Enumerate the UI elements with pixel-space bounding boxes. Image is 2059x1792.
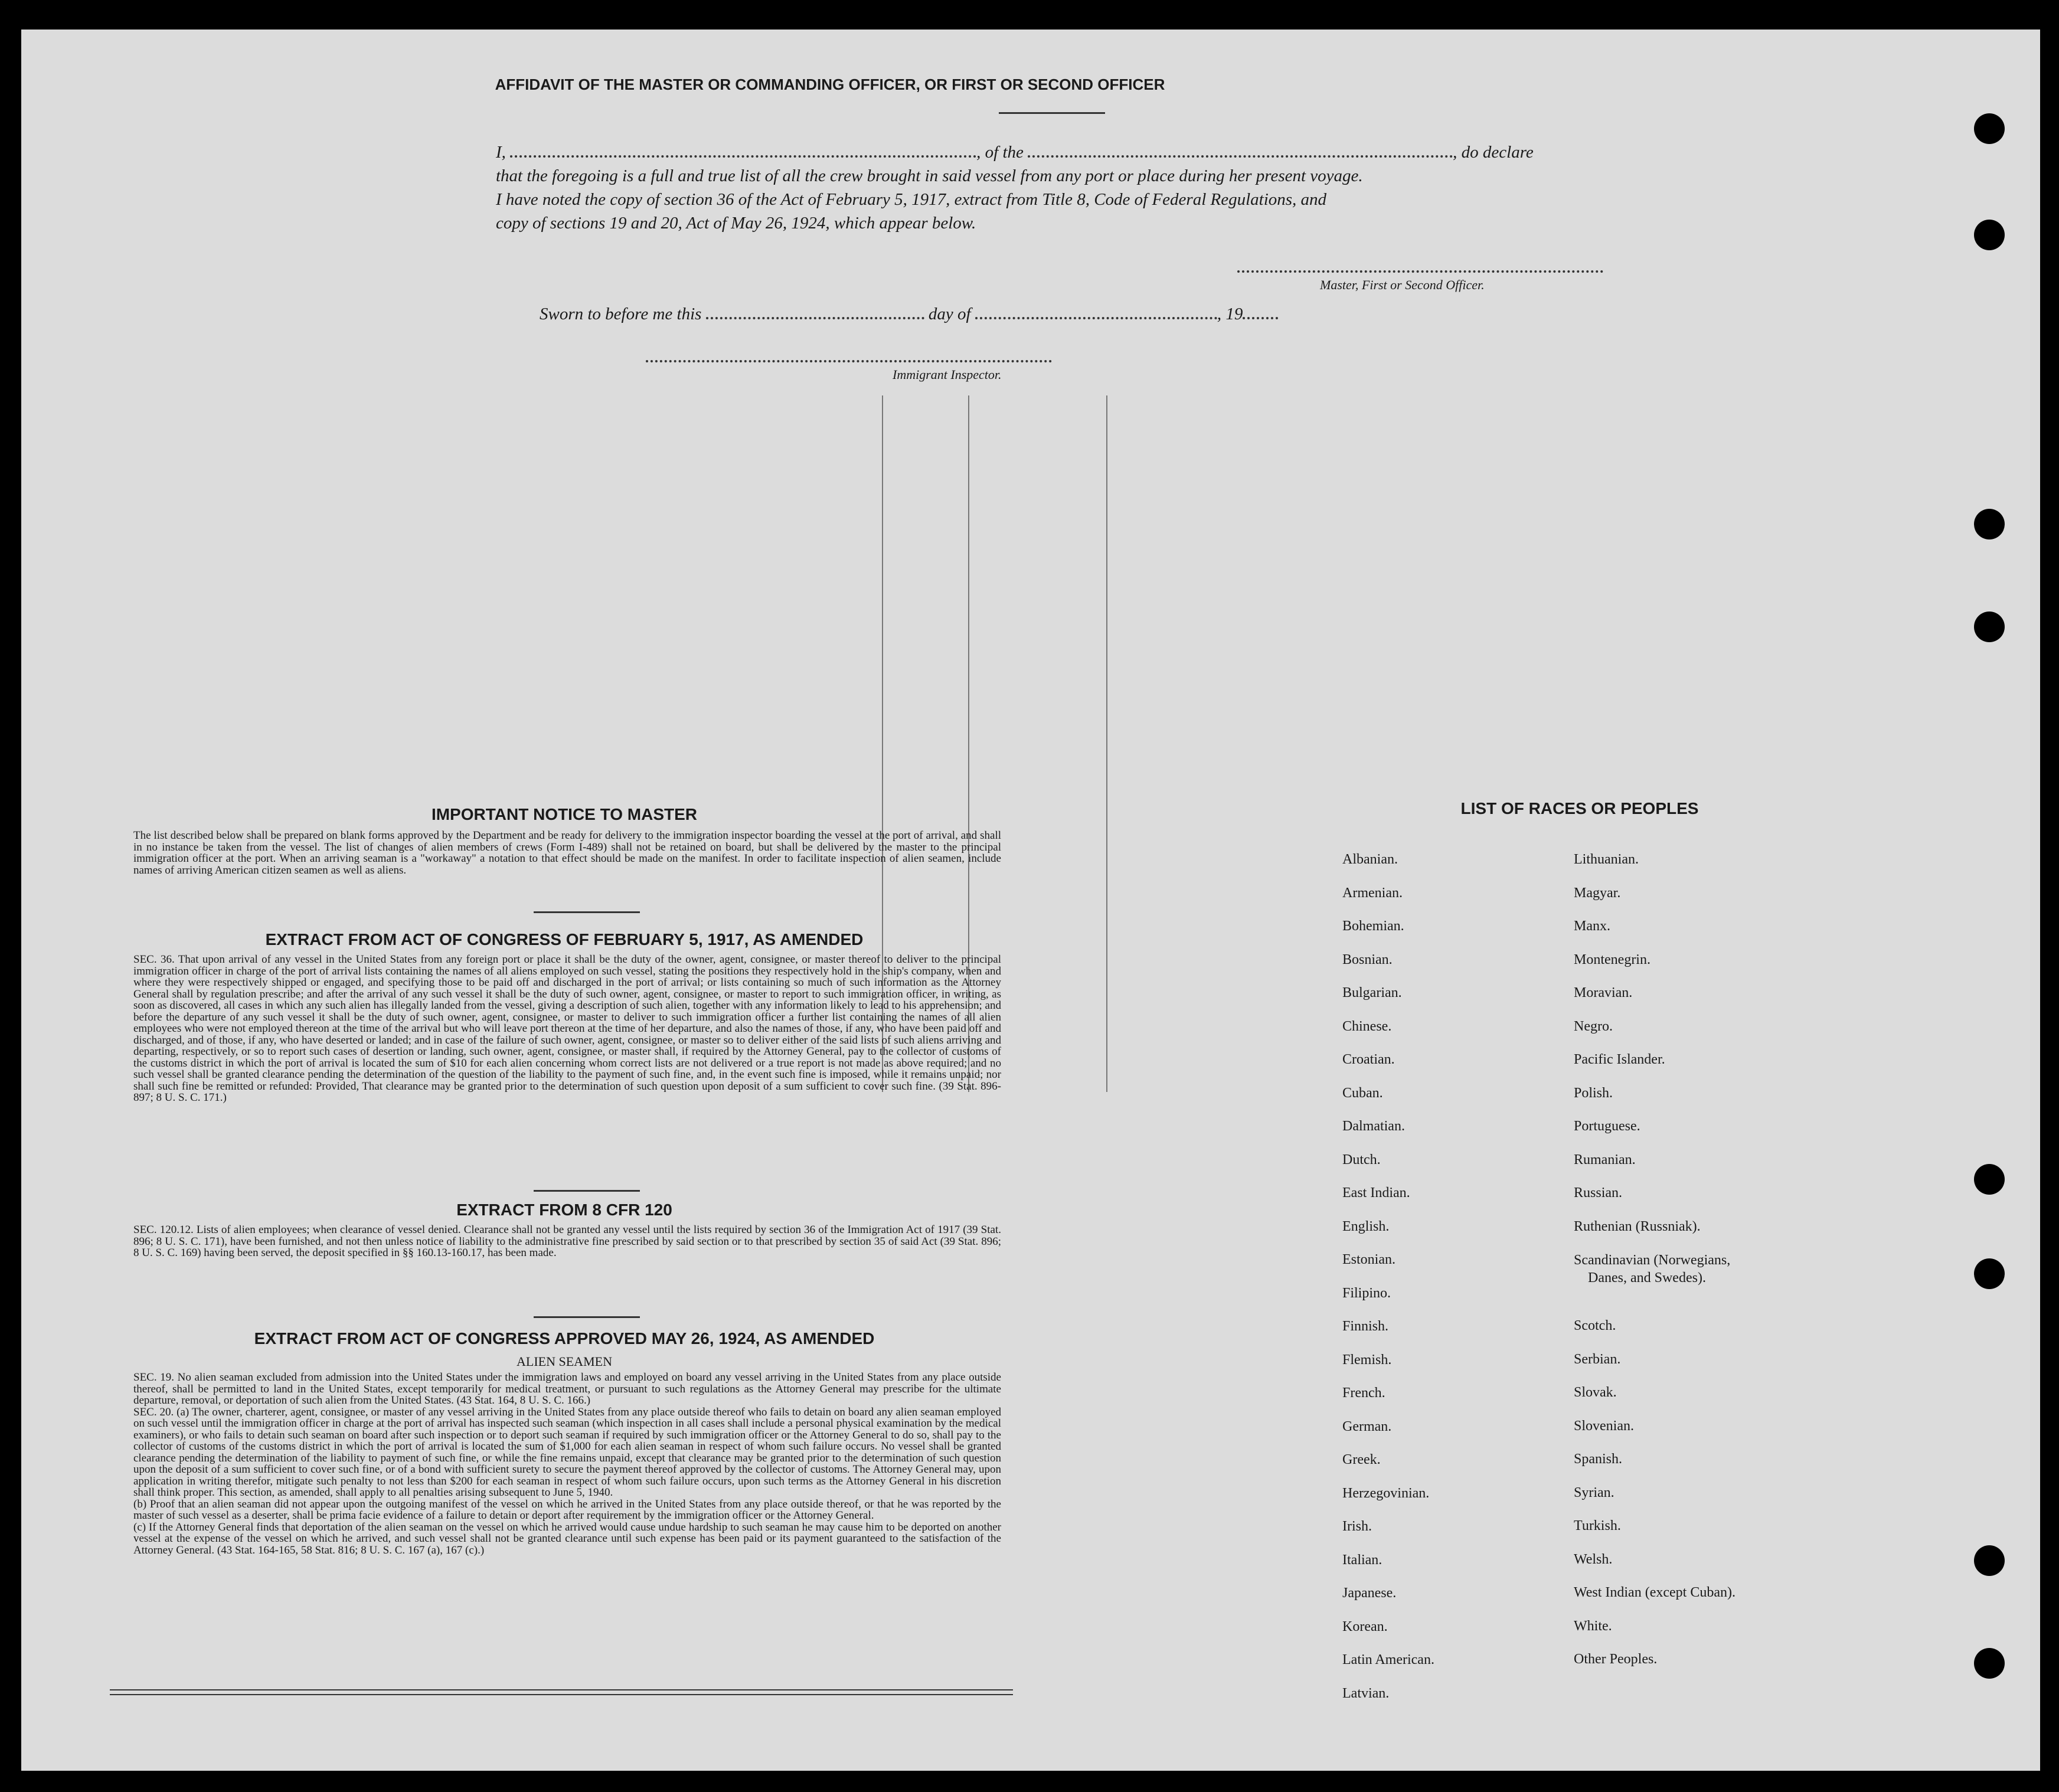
race-item-scandinavian-line1: Scandinavian (Norwegians, (1574, 1253, 1731, 1268)
punch-hole (1974, 220, 2005, 250)
divider (534, 1190, 640, 1192)
race-item: Greek. (1342, 1452, 1381, 1467)
race-item: Polish. (1574, 1085, 1613, 1101)
sworn-day-field[interactable] (706, 317, 924, 319)
punch-hole (1974, 113, 2005, 144)
declaration-text-1: that the foregoing is a full and true list of all the crew brought in said vessel from any port or place during her present voyage. (496, 166, 1363, 185)
declaration-line (496, 143, 1629, 162)
race-item: Flemish. (1342, 1352, 1392, 1368)
race-item: Syrian. (1574, 1484, 1614, 1500)
affidavit-title: AFFIDAVIT OF THE MASTER OR COMMANDING OFFICER, OR FIRST OR SECOND OFFICER (495, 76, 1165, 93)
race-item-scandinavian (1574, 1243, 1736, 1309)
sec-20a-text: SEC. 20. (a) The owner, charterer, agent, consignee, or master of any vessel arriving in the United States from any place outside thereof who fails to detain on board any alien seaman employed on such vessel until the immigration officer in charge at the port of arrival has inspected such seaman (which inspection in all cases shall include a personal physical examination by the medical examiners), or who fails to detain such seaman on board after such inspection or to deport such seaman if required by such immigration officer or the Attorney General to do so, shall pay to the collector of customs of the customs district in which the port of arrival is located the sum of $1,000 for each alien seaman in respect of whom such failure occurs. No vessel shall be granted clearance pending the determination of the liability to payment of such fine, or while the fine remains unpaid, except that clearance may be granted prior to the determination of such question upon the deposit of a sum sufficient to cover such fine, or of a bond with sufficient surety to secure the payment thereof approved by the collector of customs. The Attorney General may, upon application in writing therefor, mitigate such penalty to not less than $200 for each seaman in respect of whom such failure occurs, upon such terms as the Attorney General in his discretion shall think proper. This section, as amended, shall apply to all penalties arising subsequent to June 5, 1940. (133, 1405, 1001, 1499)
race-item: Albanian. (1342, 852, 1398, 867)
punch-hole (1974, 509, 2005, 539)
race-item: Estonian. (1342, 1252, 1395, 1267)
punch-hole (1974, 1258, 2005, 1289)
punch-hole (1974, 1648, 2005, 1679)
race-item: Finnish. (1342, 1319, 1389, 1334)
race-item: Rumanian. (1574, 1152, 1636, 1168)
race-item: German. (1342, 1418, 1392, 1434)
race-item: East Indian. (1342, 1185, 1410, 1201)
race-item: Chinese. (1342, 1018, 1392, 1034)
race-item: Montenegrin. (1574, 951, 1651, 967)
race-item: Italian. (1342, 1552, 1383, 1568)
bottom-rule (110, 1689, 1013, 1690)
extract-1924-title: EXTRACT FROM ACT OF CONGRESS APPROVED MAY 26, 1924, AS AMENDED (254, 1329, 875, 1348)
sworn-label: Sworn to before me this (540, 305, 702, 323)
race-item: French. (1342, 1385, 1385, 1401)
master-signature-label: Master, First or Second Officer. (1320, 277, 1485, 292)
races-title: LIST OF RACES OR PEOPLES (1460, 799, 1699, 817)
race-item: Slovenian. (1574, 1418, 1634, 1434)
race-item: Latvian. (1342, 1685, 1390, 1701)
alien-seamen-subtitle: ALIEN SEAMEN (517, 1354, 612, 1369)
bottom-rule (110, 1694, 1013, 1695)
do-declare-label: , do declare (1453, 143, 1534, 162)
race-item: Manx. (1574, 918, 1610, 934)
race-item: Pacific Islander. (1574, 1052, 1665, 1067)
declarant-label: I, (496, 143, 506, 162)
inspector-signature-field[interactable] (646, 360, 1052, 362)
master-signature-field[interactable] (1237, 270, 1603, 273)
race-item: Bosnian. (1342, 951, 1393, 967)
notice-text: The list described below shall be prepared on blank forms approved by the Department and be ready for delivery to the immigration inspector boarding the vessel at the port of arrival, and shall in no instance be taken from the vessel. The list of changes of alien members of crews (Form I-489) shall not be retained on board, but shall be delivered by the master to the principal immigration officer at the port. When an arriving seaman is a "workaway" a notation to that effect should be made on the manifest. In order to facilitate inspection of alien seamen, include names of arriving American citizen seamen as well as aliens. (133, 829, 1001, 877)
race-item: Japanese. (1342, 1585, 1397, 1601)
race-item: White. (1574, 1618, 1612, 1634)
race-item: Welsh. (1574, 1551, 1613, 1567)
race-item: Dutch. (1342, 1152, 1381, 1168)
race-item: Ruthenian (Russniak). (1574, 1218, 1701, 1234)
race-item: Scotch. (1574, 1318, 1616, 1333)
punch-hole (1974, 1164, 2005, 1195)
race-item: Bohemian. (1342, 918, 1404, 934)
day-of-label: day of (928, 305, 971, 323)
race-item: Lithuanian. (1574, 852, 1639, 867)
sworn-line (540, 305, 1278, 324)
race-item: Moravian. (1574, 985, 1633, 1000)
extract-1917-text: SEC. 36. That upon arrival of any vessel in the United States from any foreign port or place it shall be the duty of the owner, agent, consignee, or master thereof to deliver to the principal immigration officer in charge of the port of arrival lists containing the names of all aliens employed on such vessel, stating the positions they respectively hold in the ship's company, when and where they were respectively shipped or engaged, and specifying those to be paid off and discharged in the port of arrival; or lists containing so much of such information as the Attorney General shall by regulation prescribe; and after the arrival of any such vessel it shall be the duty of such owner, agent, consignee, or master to report to such immigration officer, in writing, as soon as discovered, all cases in which any such alien has illegally landed from the vessel, giving a description of such alien, together with any information likely to lead to his apprehension; and before the departure of any such vessel it shall be the duty of such owner, agent, consignee, or master to deliver to such immigration officer a further list containing the names of all alien employees who were not employed thereon at the time of the arrival but who will leave port thereon at the time of her departure, and also the names of those, if any, who have been paid off and discharged, and of those, if any, who have deserted or landed; and in case of the failure of such owner, agent, consignee, or master so to deliver either of the said lists of such aliens arriving and departing, respectively, or so to report such cases of desertion or landing, such owner, agent, consignee, or master shall, if required by the Attorney General, pay to the collector of customs of the customs district in which the port of arrival is located the sum of $10 for each alien concerning whom correct lists are not delivered or a true report is not made as above required; and no such vessel shall be granted clearance pending the determination of the question of the liability to the payment of such fine, and, in the event such fine is imposed, while it remains unpaid; nor shall such fine be remitted or refunded: Provided, That clearance may be granted prior to the determination of such question upon deposit of a sum sufficient to cover such fine. (39 Stat. 896-897; 8 U. S. C. 171.) (133, 953, 1001, 1104)
race-item-scandinavian-line2: Danes, and Swedes). (1588, 1270, 1706, 1286)
race-item: Other Peoples. (1574, 1652, 1658, 1667)
extract-cfr-text: SEC. 120.12. Lists of alien employees; when clearance of vessel denied. Clearance shall not be granted any vessel until the lists required by section 36 of the Immigration Act of 1917 (39 Stat. 896; 8 U. S. C. 171), have been furnished, and not then unless notice of liability to the administrative fine prescribed by said section or to that prescribed by section 35 of said Act (39 Stat. 896; 8 U. S. C. 169) having been served, the deposit specified in §§ 160.13-160.17, has been made. (133, 1224, 1001, 1259)
declarant-name-field[interactable] (510, 155, 976, 158)
race-item: Serbian. (1574, 1351, 1621, 1367)
race-item: Korean. (1342, 1618, 1388, 1634)
race-item: Spanish. (1574, 1451, 1623, 1467)
sworn-year-field[interactable] (1243, 317, 1278, 319)
extract-cfr-title: EXTRACT FROM 8 CFR 120 (456, 1201, 672, 1219)
inspector-label: Immigrant Inspector. (893, 367, 1002, 382)
race-item: Cuban. (1342, 1085, 1383, 1101)
notice-title: IMPORTANT NOTICE TO MASTER (431, 805, 698, 823)
sec-20c-text: (c) If the Attorney General finds that deportation of the alien seaman on the vessel on which he arrived would cause undue hardship to such seaman he may cause him to be deported on another vessel at the expense of the vessel on which he arrived, and such vessel shall not be granted clearance until such expense has been paid or its payment guaranteed to the satisfaction of the Attorney General. (43 Stat. 164-165, 58 Stat. 816; 8 U. S. C. 167 (a), 167 (c).) (133, 1520, 1001, 1556)
divider (534, 911, 640, 913)
race-item: Russian. (1574, 1185, 1623, 1201)
declaration-text-2: I have noted the copy of section 36 of the Act of February 5, 1917, extract from Title 8, Code of Federal Regulations, and (496, 190, 1327, 209)
form-sheet (21, 30, 2040, 1771)
race-item: Bulgarian. (1342, 985, 1402, 1000)
race-item: West Indian (except Cuban). (1574, 1585, 1736, 1600)
sec-19-text: SEC. 19. No alien seaman excluded from admission into the United States under the immigration laws and employed on board any vessel arriving in the United States from any place outside thereof, shall be permitted to land in the United States, except temporarily for medical treatment, or pursuant to such regulations as the Attorney General may prescribe for the ultimate departure, removal, or deportation of such alien from the United States. (43 Stat. 164, 8 U. S. C. 166.) (133, 1371, 1001, 1407)
divider (999, 112, 1105, 114)
vessel-name-field[interactable] (1028, 155, 1453, 158)
race-item: Portuguese. (1574, 1119, 1640, 1134)
race-item: Negro. (1574, 1018, 1613, 1034)
sworn-month-field[interactable] (975, 317, 1217, 319)
punch-hole (1974, 1545, 2005, 1576)
sec-20b-text: (b) Proof that an alien seaman did not appear upon the outgoing manifest of the vessel on which he arrived in the United States from any place outside thereof, or that he was reported by the master of such vessel as a deserter, shall be prima facie evidence of a failure to detain or deport after requirement by the immigration officer or the Attorney General. (133, 1497, 1001, 1522)
race-item: Turkish. (1574, 1518, 1621, 1533)
race-item: Latin American. (1342, 1652, 1434, 1667)
of-the-label: , of the (976, 143, 1024, 162)
extract-1924-text (133, 1372, 1001, 1556)
table-rule (1106, 395, 1107, 1092)
punch-hole (1974, 611, 2005, 642)
race-item: Herzegovinian. (1342, 1485, 1430, 1501)
declaration-text-3: copy of sections 19 and 20, Act of May 26, 1924, which appear below. (496, 214, 976, 233)
race-item: Armenian. (1342, 885, 1403, 901)
race-item: Slovak. (1574, 1385, 1617, 1400)
races-column-2 (1574, 843, 1736, 1676)
divider (534, 1316, 640, 1318)
race-item: Magyar. (1574, 885, 1621, 901)
race-item: Dalmatian. (1342, 1119, 1405, 1134)
race-item: Irish. (1342, 1519, 1372, 1534)
extract-1917-title: EXTRACT FROM ACT OF CONGRESS OF FEBRUARY 5, 1917, AS AMENDED (265, 930, 864, 949)
race-item: Croatian. (1342, 1052, 1395, 1067)
race-item: English. (1342, 1218, 1390, 1234)
year-label: , 19 (1217, 305, 1243, 323)
races-column-1 (1342, 843, 1434, 1710)
race-item: Filipino. (1342, 1285, 1391, 1301)
